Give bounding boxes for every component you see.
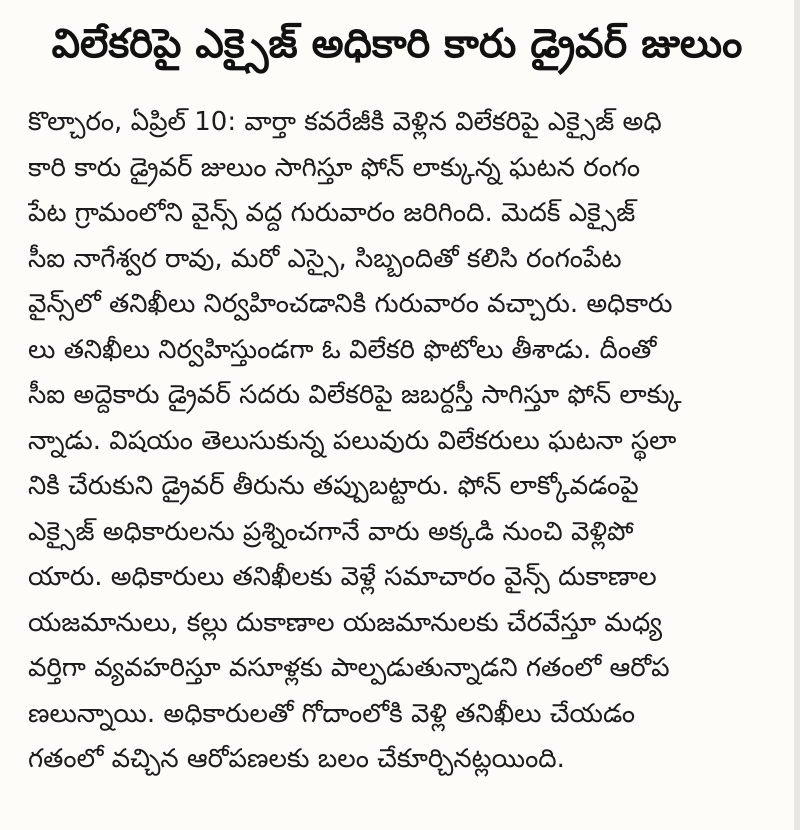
article-line: న్నాడు. విషయం తెలుసుకున్న పలువురు విలేకరులు ఘటనా స్థలా xyxy=(28,425,677,456)
article-line: ఎక్సైజ్ అధికారులను ప్రశ్నించగానే వారు అక్కడి నుంచి వెళ్లిపో xyxy=(28,516,634,547)
article-line: పేట గ్రామంలోని వైన్స్ వద్ద గురువారం జరిగింది. మెదక్ ఎక్సైజ్ xyxy=(28,198,636,228)
article-line: లు తనిఖీలు నిర్వహిస్తుండగా ఓ విలేకరి ఫొటోలు తీశాడు. దీంతో xyxy=(28,334,657,365)
article-line: సీఐ నాగేశ్వర రావు, మరో ఎస్సై, సిబ్బందితో కలిసి రంగంపేట xyxy=(28,243,622,274)
headline: విలేకరిపై ఎక్సైజ్ అధికారి కారు డ్రైవర్ జులుం xyxy=(51,21,743,67)
article-line: కొల్చారం, ఏప్రిల్ 10: వార్తా కవరేజీకి వెళ్లిన విలేకరిపై ఎక్సైజ్ అధి xyxy=(28,107,662,137)
article-line: యారు. అధికారులు తనిఖీలకు వెళ్లే సమాచారం వైన్స్ దుకాణాల xyxy=(28,562,657,592)
article-line: గతంలో వచ్చిన ఆరోపణలకు బలం చేకూర్చినట్లయింది. xyxy=(28,744,565,774)
article-body xyxy=(28,100,778,783)
article-line: వైన్స్‌లో తనిఖీలు నిర్వహించడానికి గురువారం వచ్చారు. అధికారు xyxy=(28,289,673,319)
article-line: నికి చేరుకుని డ్రైవర్ తీరును తప్పుబట్టారు. ఫోన్ లాక్కోవడంపై xyxy=(28,471,639,501)
article-line: ణలున్నాయి. అధికారులతో గోదాంలోకి వెళ్లి తనిఖీలు చేయడం xyxy=(28,698,636,729)
article-line: సీఐ అద్దెకారు డ్రైవర్ సదరు విలేకరిపై జబర్దస్తీ సాగిస్తూ ఫోన్ లాక్కు xyxy=(28,380,682,410)
article-line: వర్తిగా వ్యవహరిస్తూ వసూళ్లకు పాల్పడుతున్నాడని గతంలో ఆరోప xyxy=(28,653,670,683)
article-line: యజమానులు, కల్లు దుకాణాల యజమానులకు చేరవేస్తూ మధ్య xyxy=(28,607,662,638)
article-line: కారి కారు డ్రైవర్ జులుం సాగిస్తూ ఫోన్ లాక్కున్న ఘటన రంగం xyxy=(28,152,641,183)
